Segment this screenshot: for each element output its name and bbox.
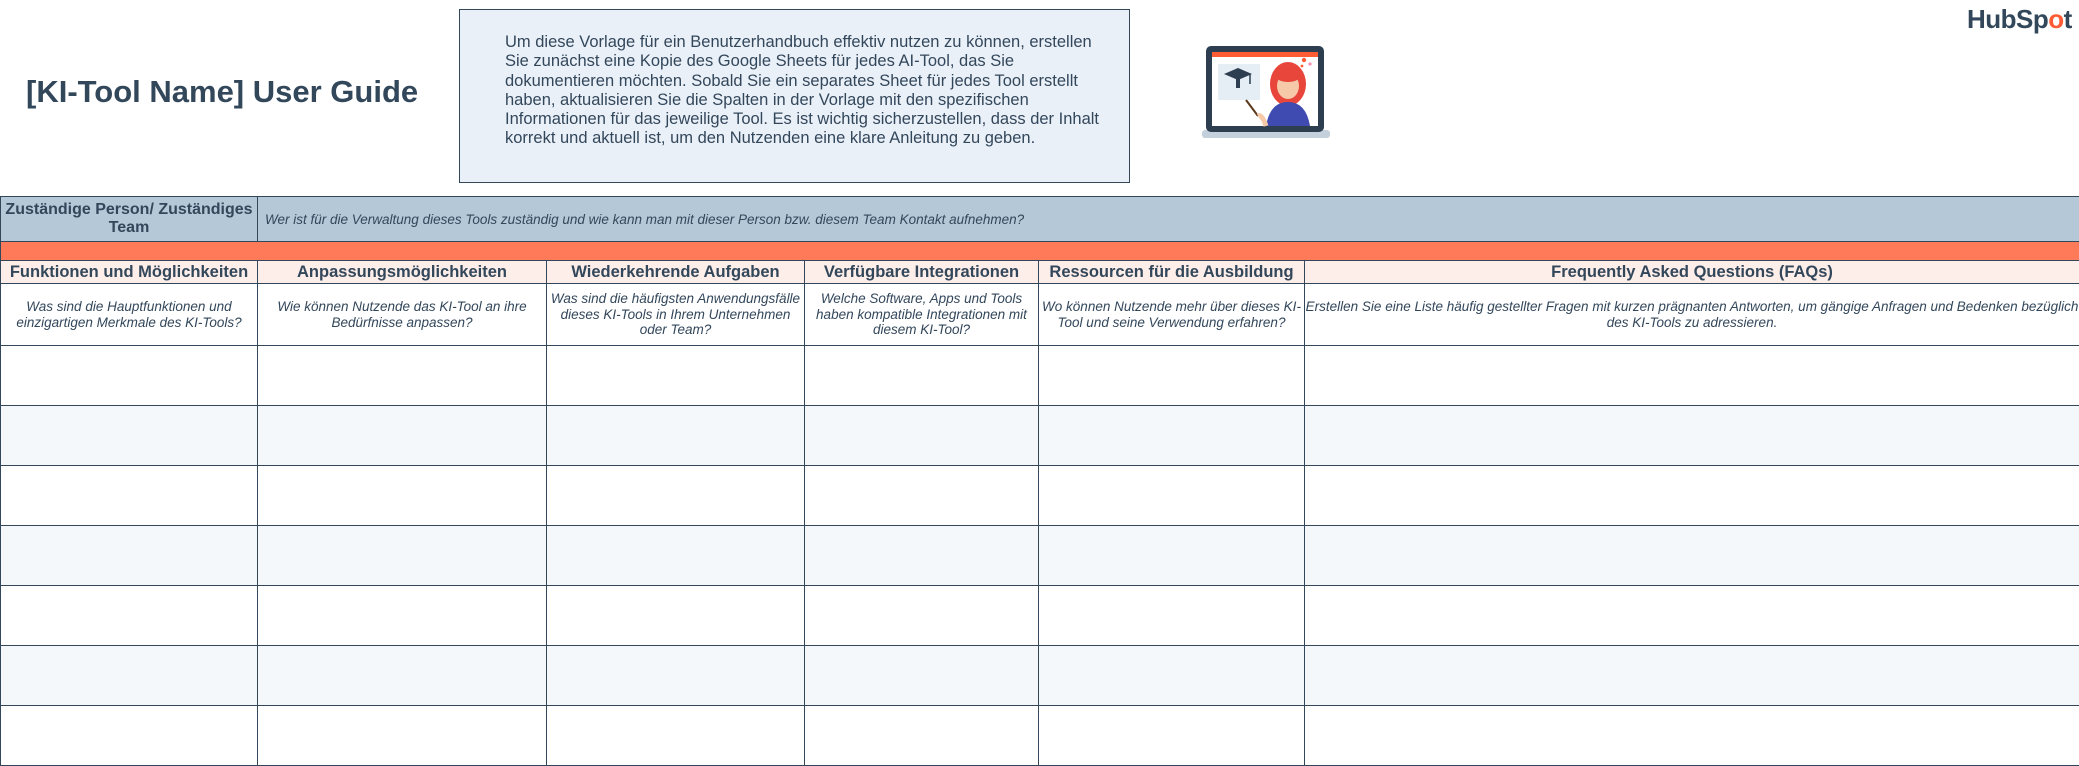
table-row xyxy=(1,346,2079,406)
hint-recurring-tasks: Was sind die häufigsten Anwendungsfälle dieses KI-Tools in Ihrem Unternehmen oder Team? xyxy=(547,284,805,346)
header-customization: Anpassungsmöglichkeiten xyxy=(258,261,547,284)
header-integrations: Verfügbare Integrationen xyxy=(805,261,1039,284)
table-cell[interactable] xyxy=(1039,646,1305,706)
hint-customization: Wie können Nutzende das KI-Tool an ihre Bedürfnisse anpassen? xyxy=(258,284,547,346)
sprocket-icon: o xyxy=(2048,4,2063,34)
table-cell[interactable] xyxy=(258,466,547,526)
owner-hint-cell[interactable]: Wer ist für die Verwaltung dieses Tools zuständig und wie kann man mit dieser Person bzw. diesem Team Kontakt aufnehmen? xyxy=(258,197,2079,242)
table-cell[interactable] xyxy=(805,646,1039,706)
column-hints xyxy=(1,284,2079,346)
instructions-box: Um diese Vorlage für ein Benutzerhandbuch effektiv nutzen zu können, erstellen Sie zunächst eine Kopie des Google Sheets für jedes AI-Tool, das Sie dokumentieren möchten. Sobald Sie ein separates Sheet für jedes Tool erstellt haben, aktualisieren Sie die Spalten in der Vorlage mit den spezifischen Informationen für das jeweilige Tool. Es ist wichtig sicherzustellen, dass der Inhalt korrekt und aktuell ist, um den Nutzenden eine klare Anleitung zu geben. xyxy=(459,9,1130,183)
hint-functions: Was sind die Hauptfunktionen und einzigartigen Merkmale des KI-Tools? xyxy=(1,284,258,346)
user-guide-table xyxy=(0,196,2079,766)
table-cell[interactable] xyxy=(258,346,547,406)
header-functions: Funktionen und Möglichkeiten xyxy=(1,261,258,284)
hint-integrations: Welche Software, Apps und Tools haben kompatible Integrationen mit diesem KI-Tool? xyxy=(805,284,1039,346)
table-cell[interactable] xyxy=(805,346,1039,406)
table-cell[interactable] xyxy=(1305,646,2079,706)
header-recurring-tasks: Wiederkehrende Aufgaben xyxy=(547,261,805,284)
table-row xyxy=(1,406,2079,466)
table-row xyxy=(1,586,2079,646)
document-header xyxy=(0,0,2079,196)
hint-training-resources: Wo können Nutzende mehr über dieses KI-Tool und seine Verwendung erfahren? xyxy=(1039,284,1305,346)
table-cell[interactable] xyxy=(258,646,547,706)
table-cell[interactable] xyxy=(1305,406,2079,466)
table-cell[interactable] xyxy=(547,586,805,646)
table-row xyxy=(1,646,2079,706)
table-cell[interactable] xyxy=(1039,466,1305,526)
owner-row xyxy=(1,197,2079,242)
table-cell[interactable] xyxy=(1039,586,1305,646)
accent-divider xyxy=(1,242,2079,261)
table-cell[interactable] xyxy=(547,406,805,466)
page-title: [KI-Tool Name] User Guide xyxy=(26,74,418,110)
table-cell[interactable] xyxy=(547,526,805,586)
table-cell[interactable] xyxy=(258,406,547,466)
column-headers xyxy=(1,261,2079,284)
table-cell[interactable] xyxy=(258,586,547,646)
table-cell[interactable] xyxy=(547,646,805,706)
elearning-illustration xyxy=(1200,44,1332,142)
laptop-teacher-icon xyxy=(1200,44,1332,142)
table-cell[interactable] xyxy=(1305,346,2079,406)
header-faqs: Frequently Asked Questions (FAQs) xyxy=(1305,261,2079,284)
table-cell[interactable] xyxy=(1,406,258,466)
table-cell[interactable] xyxy=(1039,346,1305,406)
table-cell[interactable] xyxy=(1039,406,1305,466)
table-cell[interactable] xyxy=(258,526,547,586)
hint-faqs: Erstellen Sie eine Liste häufig gestellter Fragen mit kurzen prägnanten Antworten, um gängige Anfragen und Bedenken bezüglich des KI-Tools zu adressieren. xyxy=(1305,284,2079,346)
table-cell[interactable] xyxy=(805,466,1039,526)
table-cell[interactable] xyxy=(1,526,258,586)
hubspot-logo: HubSpot xyxy=(1967,4,2072,35)
table-cell[interactable] xyxy=(1,646,258,706)
table-cell[interactable] xyxy=(547,346,805,406)
table-row xyxy=(1,466,2079,526)
table-cell[interactable] xyxy=(1,466,258,526)
header-training-resources: Ressourcen für die Ausbildung xyxy=(1039,261,1305,284)
table-cell[interactable] xyxy=(1305,526,2079,586)
table-cell[interactable] xyxy=(805,406,1039,466)
table-cell[interactable] xyxy=(1,586,258,646)
table-cell[interactable] xyxy=(805,526,1039,586)
table-cell[interactable] xyxy=(1305,466,2079,526)
table-cell[interactable] xyxy=(1039,526,1305,586)
table-row xyxy=(1,526,2079,586)
owner-label: Zuständige Person/ Zuständiges Team xyxy=(1,197,258,242)
table-cell[interactable] xyxy=(1305,586,2079,646)
table-cell[interactable] xyxy=(547,466,805,526)
table-cell[interactable] xyxy=(1,346,258,406)
table-cell[interactable] xyxy=(805,586,1039,646)
